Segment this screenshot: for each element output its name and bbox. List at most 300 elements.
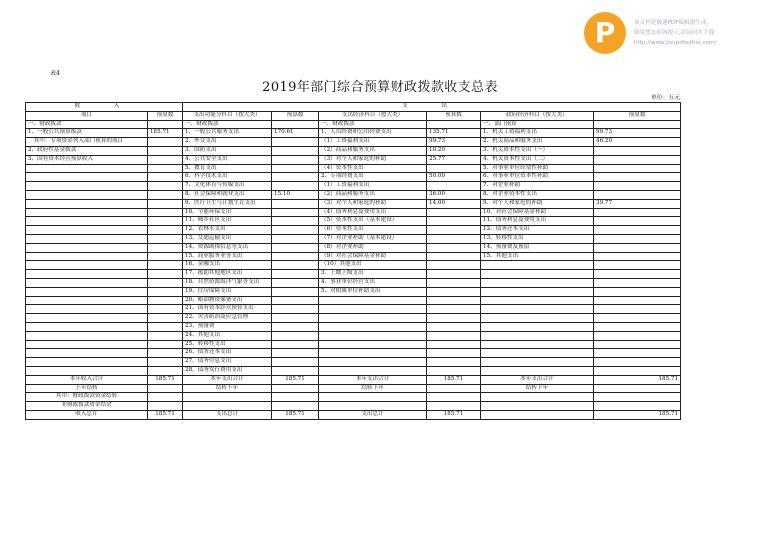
totals-row [26,375,681,384]
economic-amount-cell: 50.00 [427,173,481,182]
table-row [26,322,681,331]
function-item-cell: 22、灾害防治及应急管理 [183,314,272,323]
economic-item-cell: （2）商品和服务支出 [319,146,427,155]
watermark-notice [634,18,758,48]
table-row [26,252,681,261]
totals-row [26,393,681,402]
economic-item-cell: （9）对社会保障基金补助 [319,252,427,261]
income-item-cell [26,164,148,173]
function-item-cell: 10、节能环保支出 [183,208,272,217]
function-item-total-cell: 结转下年 [183,384,272,393]
economic-amount-cell [427,217,481,226]
table-row [26,190,681,199]
gov-economic-item-cell: 12、债务还本支出 [481,226,594,235]
income-amount-cell: 185.71 [148,129,183,138]
totals-row [26,410,681,419]
economic-amount-cell [427,287,481,296]
income-item-total-cell: 其中：财政拨款资金结转 [26,393,148,402]
table-row [26,129,681,138]
table-row [26,164,681,173]
logo-letter: P [594,16,616,49]
income-amount-cell [148,296,183,305]
economic-item-cell: （8）对企业补助 [319,243,427,252]
gov-economic-item-cell [481,314,594,323]
income-amount-cell [148,120,183,129]
function-item-cell: 19、住房保障支出 [183,287,272,296]
gov-economic-amount-total-cell: 185.71 [594,375,681,384]
column-header: 预算数 [272,111,319,120]
table-row [26,243,681,252]
gov-economic-item-cell [481,270,594,279]
income-amount-cell [148,208,183,217]
column-header: 支出功能分科目（按大类） [183,111,272,120]
income-amount-total-cell [148,402,183,411]
gov-economic-amount-cell [594,173,681,182]
economic-item-cell: 4、事业单位经营支出 [319,278,427,287]
income-amount-cell [148,199,183,208]
gov-economic-amount-cell [594,146,681,155]
income-item-total-cell: 非财政拨款资金结余 [26,402,148,411]
gov-economic-amount-cell: 39.77 [594,199,681,208]
table-row [26,270,681,279]
income-item-cell: 其中：专项资金列入部门预算的项目 [26,138,148,147]
economic-item-total-cell [319,402,427,411]
gov-economic-amount-cell [594,331,681,340]
economic-amount-cell [427,305,481,314]
income-amount-total-cell [148,384,183,393]
gov-economic-item-cell: 5、对事业单位经常性补助 [481,164,594,173]
gov-economic-amount-cell [594,340,681,349]
economic-item-cell [319,340,427,349]
gov-economic-item-cell: 13、转移性支出 [481,234,594,243]
gov-economic-item-cell: 9、对个人和家庭的补助 [481,199,594,208]
income-amount-cell [148,190,183,199]
income-amount-cell [148,226,183,235]
income-item-cell [26,217,148,226]
income-amount-cell [148,366,183,375]
function-item-cell: 9、医疗卫生与计划生育支出 [183,199,272,208]
income-amount-cell [148,252,183,261]
economic-amount-cell [427,164,481,173]
function-item-cell: 21、国有资本经营预算支出 [183,305,272,314]
economic-item-cell: 1、人员经费和公用经费支出 [319,129,427,138]
function-item-cell: 18、自然资源海洋气象等支出 [183,278,272,287]
pdf-editor-logo [584,12,626,54]
economic-amount-cell: 14.00 [427,199,481,208]
economic-item-cell: （2）商品和服务支出 [319,190,427,199]
income-item-cell [26,243,148,252]
column-header: 预算数 [148,111,183,120]
function-amount-cell [272,208,319,217]
column-header: 支出经济科目（按大类） [319,111,427,120]
function-item-cell: 20、粮油物资储备支出 [183,296,272,305]
function-item-cell: 16、金融支出 [183,261,272,270]
function-item-cell: 4、公共安全支出 [183,155,272,164]
function-item-total-cell [183,393,272,402]
table-row [26,146,681,155]
economic-item-cell: 5、对附属单位补助支出 [319,287,427,296]
gov-economic-amount-cell [594,155,681,164]
function-item-cell: 3、国防支出 [183,146,272,155]
function-amount-total-cell [272,393,319,402]
function-item-cell: 17、援助其他地区支出 [183,270,272,279]
gov-economic-amount-cell [594,305,681,314]
economic-amount-cell [427,314,481,323]
column-header: 项目 [26,111,148,120]
table-row [26,314,681,323]
economic-amount-cell [427,322,481,331]
column-header: 政府经济科目（按大类） [481,111,594,120]
gov-economic-item-cell: 10、对社会保障基金补助 [481,208,594,217]
table-row [26,366,681,375]
economic-amount-cell [427,226,481,235]
function-amount-cell [272,243,319,252]
gov-economic-item-cell [481,305,594,314]
gov-economic-amount-total-cell [594,384,681,393]
table-row [26,182,681,191]
function-item-cell: 23、预备费 [183,322,272,331]
gov-economic-item-cell: 1、机关工资福利支出 [481,129,594,138]
function-item-cell: 15、商业服务业等支出 [183,252,272,261]
function-item-cell: 27、债务付息支出 [183,358,272,367]
economic-amount-cell [427,366,481,375]
income-amount-cell [148,305,183,314]
economic-item-total-cell: 结转下年 [319,384,427,393]
gov-economic-item-cell [481,349,594,358]
economic-item-cell: （3）对个人和家庭的补助 [319,199,427,208]
gov-economic-amount-cell [594,182,681,191]
economic-item-cell: （1）工资福利支出 [319,138,427,147]
function-amount-cell [272,217,319,226]
income-amount-cell [148,173,183,182]
income-item-cell [26,296,148,305]
income-amount-cell [148,287,183,296]
economic-amount-cell: 25.77 [427,155,481,164]
income-item-total-cell: 收入总计 [26,410,148,419]
column-header-row [26,111,681,120]
income-item-cell [26,226,148,235]
gov-economic-amount-cell: 46.20 [594,138,681,147]
income-item-total-cell: 本年收入合计 [26,375,148,384]
expense-header: 支 出 [183,103,681,112]
table-label: 表4 [50,70,60,77]
function-item-cell: 11、城乡社区支出 [183,217,272,226]
income-amount-cell [148,278,183,287]
gov-economic-item-total-cell: 本年支出合计 [481,375,594,384]
economic-item-cell [319,296,427,305]
function-amount-cell [272,314,319,323]
economic-amount-cell: 10.20 [427,146,481,155]
economic-item-cell: 2、专项经费支出 [319,173,427,182]
gov-economic-amount-cell [594,366,681,375]
economic-item-cell: （5）资本性支出（基本建设） [319,217,427,226]
gov-economic-amount-cell [594,120,681,129]
economic-amount-cell [427,234,481,243]
income-item-cell [26,270,148,279]
income-amount-cell [148,182,183,191]
income-amount-cell [148,261,183,270]
economic-item-cell [319,305,427,314]
income-item-cell [26,190,148,199]
economic-item-cell: （4）资本性支出 [319,164,427,173]
income-amount-cell [148,164,183,173]
economic-item-cell [319,358,427,367]
function-amount-total-cell [272,402,319,411]
gov-economic-item-cell [481,366,594,375]
table-row [26,305,681,314]
economic-amount-cell [427,278,481,287]
economic-amount-cell [427,243,481,252]
gov-economic-amount-cell [594,322,681,331]
gov-economic-amount-total-cell: 185.71 [594,410,681,419]
function-item-cell: 14、资源勘探信息等支出 [183,243,272,252]
gov-economic-item-total-cell: 结转下年 [481,384,594,393]
income-amount-cell [148,314,183,323]
function-item-total-cell: 支出总计 [183,410,272,419]
table-row [26,261,681,270]
economic-amount-cell [427,182,481,191]
economic-amount-cell [427,270,481,279]
economic-amount-cell: 135.71 [427,129,481,138]
table-row [26,208,681,217]
function-amount-total-cell: 185.71 [272,410,319,419]
economic-item-total-cell: 支出总计 [319,410,427,419]
economic-item-cell: （1）工资福利支出 [319,182,427,191]
income-item-cell [26,234,148,243]
function-amount-cell [272,138,319,147]
economic-item-cell [319,366,427,375]
income-item-total-cell: 上年结转 [26,384,148,393]
income-item-cell [26,182,148,191]
economic-amount-cell [427,296,481,305]
income-item-cell [26,208,148,217]
income-amount-cell [148,270,183,279]
totals-row [26,402,681,411]
economic-amount-cell [427,120,481,129]
gov-economic-amount-cell [594,226,681,235]
table-row [26,226,681,235]
function-item-cell: 26、债务还本支出 [183,349,272,358]
income-amount-cell [148,217,183,226]
function-item-cell: 24、其他支出 [183,331,272,340]
function-amount-cell [272,358,319,367]
function-item-cell: 28、债务发行费用支出 [183,366,272,375]
gov-economic-item-cell [481,287,594,296]
gov-economic-amount-cell [594,190,681,199]
unit-label: 单位：万元 [651,95,680,101]
function-amount-cell [272,296,319,305]
economic-amount-cell [427,261,481,270]
function-amount-cell [272,278,319,287]
economic-item-cell: 一、财政拨款 [319,120,427,129]
function-amount-cell [272,270,319,279]
gov-economic-amount-cell [594,314,681,323]
income-item-cell [26,340,148,349]
income-header: 收 入 [26,103,183,112]
economic-item-cell: 3、上缴上级支出 [319,270,427,279]
economic-item-cell: （6）资本性支出 [319,226,427,235]
income-item-cell: 1、一般公共预算拨款 [26,129,148,138]
table-row [26,199,681,208]
table-row [26,234,681,243]
function-amount-cell [272,331,319,340]
function-amount-cell [272,226,319,235]
income-item-cell [26,261,148,270]
economic-amount-total-cell [427,393,481,402]
function-item-cell: 6、科学技术支出 [183,173,272,182]
gov-economic-amount-cell [594,164,681,173]
table-row [26,173,681,182]
gov-economic-item-cell: 一、部门预算 [481,120,594,129]
column-header: 预算数 [427,111,481,120]
section-header-row [26,103,681,112]
economic-amount-total-cell: 185.71 [427,375,481,384]
function-amount-cell [272,173,319,182]
income-item-cell: 一、财政拨款 [26,120,148,129]
page-title: 2019年部门综合预算财政拨款收支总表 [262,80,498,95]
economic-amount-cell: 36.00 [427,190,481,199]
function-amount-total-cell: 185.71 [272,375,319,384]
economic-amount-total-cell [427,384,481,393]
income-item-cell [26,199,148,208]
function-amount-cell [272,164,319,173]
income-item-cell [26,322,148,331]
function-amount-cell [272,322,319,331]
economic-item-cell: （10）其他支出 [319,261,427,270]
function-amount-cell [272,366,319,375]
gov-economic-item-total-cell [481,393,594,402]
economic-item-cell: （4）债务利息及费用支出 [319,208,427,217]
table-row [26,155,681,164]
gov-economic-item-cell: 7、对企业补助 [481,182,594,191]
gov-economic-amount-total-cell [594,393,681,402]
function-amount-cell [272,120,319,129]
economic-amount-cell [427,331,481,340]
gov-economic-item-cell [481,331,594,340]
income-item-cell [26,314,148,323]
income-amount-cell [148,349,183,358]
gov-economic-item-cell: 8、对企业资本性支出 [481,190,594,199]
economic-amount-cell: 99.73 [427,138,481,147]
table-row [26,296,681,305]
function-item-cell: 12、农林水支出 [183,226,272,235]
economic-item-cell [319,349,427,358]
income-amount-cell [148,322,183,331]
gov-economic-amount-cell [594,270,681,279]
gov-economic-item-cell [481,358,594,367]
column-header: 预算数 [594,111,681,120]
income-item-cell [26,287,148,296]
economic-item-total-cell: 本年支出合计 [319,375,427,384]
function-amount-cell [272,287,319,296]
gov-economic-item-cell: 3、机关资本性支出（一） [481,146,594,155]
economic-item-cell [319,314,427,323]
economic-item-cell [319,322,427,331]
gov-economic-item-cell [481,322,594,331]
gov-economic-item-cell: 4、机关资本性支出（二） [481,155,594,164]
gov-economic-item-cell: 11、债务利息及费用支出 [481,217,594,226]
income-item-cell [26,278,148,287]
gov-economic-amount-cell [594,234,681,243]
economic-item-total-cell [319,393,427,402]
income-amount-cell [148,234,183,243]
table-row [26,120,681,129]
table-row [26,340,681,349]
gov-economic-item-cell [481,278,594,287]
function-item-cell: 2、外交支出 [183,138,272,147]
table-row [26,287,681,296]
economic-amount-total-cell: 185.71 [427,410,481,419]
function-item-total-cell [183,402,272,411]
gov-economic-amount-cell [594,217,681,226]
gov-economic-amount-cell [594,208,681,217]
economic-amount-cell [427,349,481,358]
gov-economic-amount-cell [594,243,681,252]
economic-item-cell: （7）对企业补助（基本建设） [319,234,427,243]
gov-economic-item-cell: 14、预备费及预留 [481,243,594,252]
function-item-cell: 5、教育支出 [183,164,272,173]
income-item-cell: 3、国有资本经营预算收入 [26,155,148,164]
income-item-cell [26,252,148,261]
gov-economic-amount-cell [594,358,681,367]
gov-economic-amount-cell [594,252,681,261]
income-item-cell [26,173,148,182]
watermark-line: 如果想去掉该提示,请访问并下载: [634,30,716,36]
watermark-link[interactable]: http://www.jisupdfeditor.com/ [634,40,717,46]
economic-amount-cell [427,252,481,261]
gov-economic-item-cell: 6、对事业单位资本性补助 [481,173,594,182]
gov-economic-item-total-cell [481,402,594,411]
totals-row [26,384,681,393]
function-amount-cell [272,234,319,243]
economic-amount-total-cell [427,402,481,411]
table-row [26,349,681,358]
income-amount-total-cell: 185.71 [148,375,183,384]
income-item-cell [26,331,148,340]
income-item-cell [26,358,148,367]
function-amount-cell [272,252,319,261]
economic-item-cell [319,331,427,340]
gov-economic-item-cell [481,340,594,349]
function-item-cell: 13、交通运输支出 [183,234,272,243]
income-amount-cell [148,146,183,155]
income-item-cell [26,366,148,375]
function-amount-cell [272,199,319,208]
function-item-cell: 1、一般公共服务支出 [183,129,272,138]
function-amount-cell [272,349,319,358]
gov-economic-amount-cell [594,278,681,287]
table-row [26,217,681,226]
function-amount-cell [272,340,319,349]
economic-amount-cell [427,358,481,367]
income-amount-cell [148,331,183,340]
gov-economic-amount-cell [594,296,681,305]
gov-economic-amount-cell: 99.73 [594,129,681,138]
function-item-cell: 25、转移性支出 [183,340,272,349]
watermark-line: 该文档是极速PDF编辑器生成, [634,20,709,26]
table-row [26,358,681,367]
income-amount-cell [148,138,183,147]
gov-economic-amount-cell [594,287,681,296]
gov-economic-item-total-cell [481,410,594,419]
gov-economic-amount-cell [594,261,681,270]
function-amount-cell [272,146,319,155]
income-item-cell [26,349,148,358]
gov-economic-item-cell: 15、其他支出 [481,252,594,261]
economic-item-cell: （3）对个人和家庭的补助 [319,155,427,164]
economic-amount-cell [427,340,481,349]
income-amount-cell [148,358,183,367]
